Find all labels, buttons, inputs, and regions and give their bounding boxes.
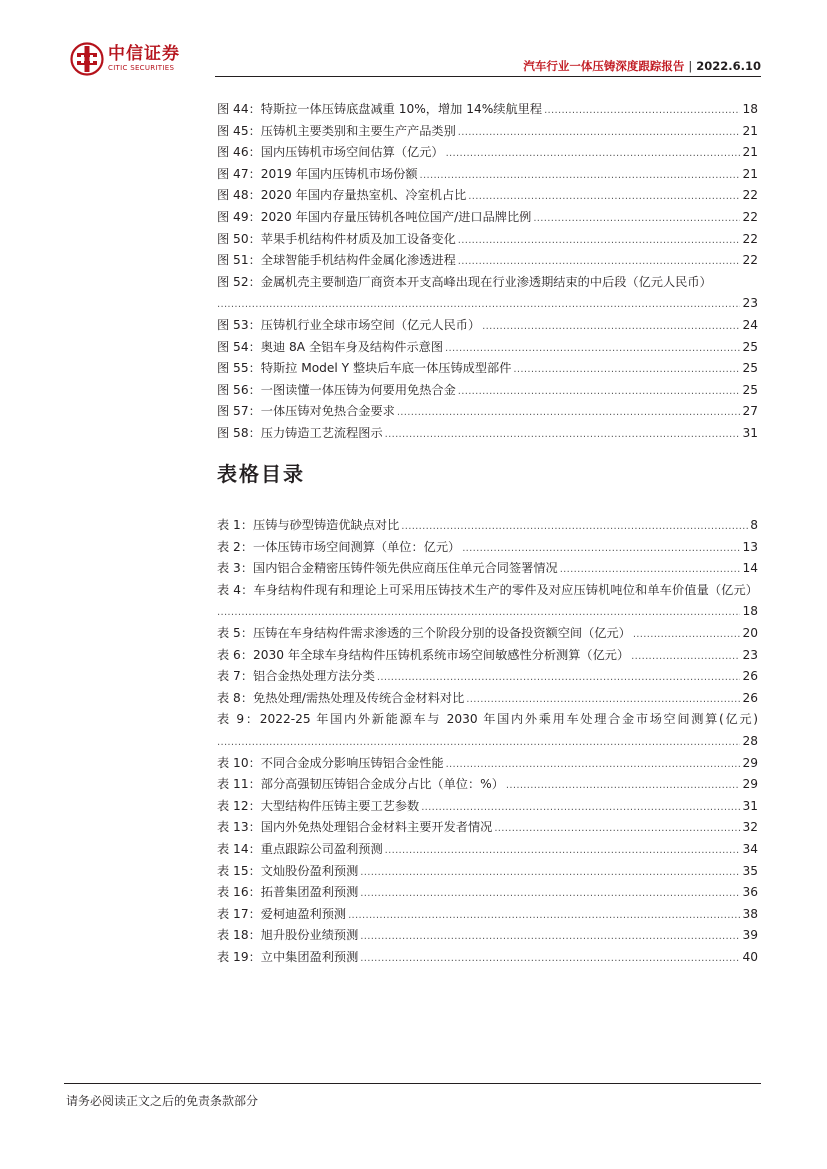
toc-entry[interactable] (217, 947, 758, 969)
dot-leader (385, 840, 741, 862)
toc-entry-page[interactable]: 22 (742, 209, 758, 224)
toc-entry[interactable] (217, 558, 758, 580)
dot-leader (385, 424, 741, 446)
toc-entry[interactable] (217, 423, 758, 445)
toc-entry-label: 表 11：部分高强韧压铸铝合金成分占比（单位：%） (217, 777, 504, 792)
dot-leader (468, 186, 740, 208)
table-list (217, 515, 758, 968)
toc-entry-label: 表 9：2022-25 年国内外新能源车与 2030 年国内外乘用车处理合金市场空间测算(亿元) (217, 712, 758, 727)
footer-disclaimer: 请务必阅读正文之后的免责条款部分 (66, 1094, 259, 1108)
dot-leader (533, 208, 740, 230)
toc-entry-page[interactable]: 8 (750, 518, 758, 532)
dot-leader (446, 143, 741, 165)
toc-entry-label: 表 14：重点跟踪公司盈利预测 (217, 841, 383, 856)
toc-entry-page[interactable]: 28 (742, 733, 758, 748)
toc-entry-page[interactable]: 31 (742, 798, 758, 813)
logo-chinese-name: 中信证券 (108, 44, 180, 64)
toc-entry-label: 图 46：国内压铸机市场空间估算（亿元） (217, 145, 444, 160)
toc-entry-page[interactable]: 18 (742, 604, 758, 619)
toc-entry[interactable] (217, 537, 758, 559)
toc-entry[interactable] (217, 164, 758, 186)
dot-leader (446, 754, 741, 776)
dot-leader (348, 905, 740, 927)
toc-entry[interactable] (217, 774, 758, 796)
toc-entry-label: 表 15：文灿股份盈利预测 (217, 863, 359, 878)
toc-entry[interactable] (217, 229, 758, 251)
toc-entry-label: 表 12：大型结构件压铸主要工艺参数 (217, 798, 420, 813)
dot-leader (217, 294, 740, 316)
figure-list (217, 99, 758, 445)
toc-entry-label: 表 2：一体压铸市场空间测算（单位：亿元） (217, 539, 461, 554)
toc-entry-page[interactable]: 18 (742, 102, 758, 116)
dot-leader (466, 689, 740, 711)
toc-entry-leader (217, 601, 758, 623)
dot-leader (458, 381, 741, 403)
toc-entry-page[interactable]: 39 (742, 928, 758, 943)
toc-entry-page[interactable]: 14 (742, 561, 758, 576)
toc-entry[interactable] (217, 515, 758, 537)
toc-entry-label: 表 19：立中集团盈利预测 (217, 949, 359, 964)
citic-logo-icon (70, 42, 104, 76)
citic-securities-logo (70, 42, 180, 76)
toc-entry[interactable] (217, 250, 758, 272)
toc-entry-label: 图 53：压铸机行业全球市场空间（亿元人民币） (217, 317, 481, 332)
toc-entry[interactable] (217, 645, 758, 667)
dot-leader (458, 122, 741, 144)
toc-entry-page[interactable]: 31 (742, 425, 758, 440)
dot-leader (421, 797, 740, 819)
dot-leader (513, 359, 740, 381)
header-separator: | (688, 59, 693, 73)
toc-entry-page[interactable]: 29 (742, 777, 758, 792)
toc-entry-label: 图 51：全球智能手机结构件金属化渗透进程 (217, 253, 456, 268)
report-title: 汽车行业一体压铸深度跟踪报告 (523, 59, 685, 73)
toc-entry-label: 表 5：压铸在车身结构件需求渗透的三个阶段分别的设备投资额空间（亿元） (217, 625, 631, 640)
toc-entry[interactable] (217, 839, 758, 861)
toc-entry-label: 表 8：免热处理/需热处理及传统合金材料对比 (217, 690, 465, 705)
toc-entry-label: 图 54：奥迪 8A 全铝车身及结构件示意图 (217, 339, 444, 354)
toc-entry[interactable] (217, 185, 758, 207)
dot-leader (420, 165, 741, 187)
dot-leader (494, 818, 740, 840)
toc-entry-page[interactable]: 22 (742, 253, 758, 268)
dot-leader (217, 732, 740, 754)
toc-entry[interactable] (217, 709, 758, 731)
toc-entry-label: 表 13：国内外免热处理铝合金材料主要开发者情况 (217, 820, 493, 835)
toc-entry-label: 表 16：拓普集团盈利预测 (217, 885, 359, 900)
toc-entry-label: 图 55：特斯拉 Model Y 整块后车底一体压铸成型部件 (217, 361, 512, 376)
toc-entry[interactable] (217, 580, 758, 602)
toc-entry[interactable] (217, 337, 758, 359)
toc-entry[interactable] (217, 753, 758, 775)
dot-leader (377, 667, 741, 689)
dot-leader (217, 602, 740, 624)
toc-entry-label: 表 17：爱柯迪盈利预测 (217, 906, 347, 921)
toc-entry-page[interactable]: 22 (742, 188, 758, 203)
dot-leader (631, 646, 740, 668)
toc-entry-leader (217, 731, 758, 753)
dot-leader (544, 100, 740, 122)
dot-leader (458, 230, 741, 252)
toc-entry[interactable] (217, 380, 758, 402)
toc-entry[interactable] (217, 121, 758, 143)
dot-leader (445, 338, 740, 360)
toc-entry-label: 表 10：不同合金成分影响压铸铝合金性能 (217, 755, 444, 770)
toc-entry-page[interactable]: 21 (742, 145, 758, 160)
toc-entry-page[interactable]: 34 (742, 841, 758, 856)
toc-entry-label: 表 18：旭升股份业绩预测 (217, 928, 359, 943)
toc-entry-page[interactable]: 40 (742, 949, 758, 964)
toc-entry-label: 图 44：特斯拉一体压铸底盘减重 10%，增加 14%续航里程 (217, 102, 543, 116)
toc-entry[interactable] (217, 272, 758, 294)
dot-leader (397, 402, 741, 424)
toc-entry-page[interactable]: 35 (742, 863, 758, 878)
toc-entry[interactable] (217, 796, 758, 818)
toc-entry-label: 图 49：2020 年国内存量压铸机各吨位国产/进口品牌比例 (217, 209, 532, 224)
toc-entry-label: 图 47：2019 年国内压铸机市场份额 (217, 166, 418, 181)
running-header (523, 58, 761, 74)
toc-entry-page[interactable]: 13 (742, 539, 758, 554)
footer-divider (64, 1083, 761, 1084)
toc-entry-label: 图 58：压力铸造工艺流程图示 (217, 425, 383, 440)
toc-entry-page[interactable]: 25 (742, 361, 758, 376)
toc-entry-page[interactable]: 21 (742, 166, 758, 181)
tables-section-title: 表格目录 (217, 462, 305, 486)
toc-entry[interactable] (217, 358, 758, 380)
dot-leader (506, 775, 741, 797)
dot-leader (462, 538, 740, 560)
dot-leader (458, 251, 741, 273)
toc-entry-label: 图 45：压铸机主要类别和主要生产产品类别 (217, 123, 456, 138)
toc-entry-page[interactable]: 29 (742, 755, 758, 770)
toc-entry-label: 图 50：苹果手机结构件材质及加工设备变化 (217, 231, 456, 246)
toc-entry-page[interactable]: 27 (742, 404, 758, 419)
toc-entry[interactable] (217, 207, 758, 229)
toc-entry-label: 图 57：一体压铸对免热合金要求 (217, 404, 395, 419)
toc-entry[interactable] (217, 861, 758, 883)
toc-entry-label: 表 4：车身结构件现有和理论上可采用压铸技术生产的零件及对应压铸机吨位和单车价值量（亿元） (217, 582, 758, 597)
toc-entry[interactable] (217, 882, 758, 904)
toc-entry-page[interactable]: 22 (742, 231, 758, 246)
toc-entry-page[interactable]: 26 (742, 690, 758, 705)
dot-leader (633, 624, 741, 646)
toc-entry[interactable] (217, 99, 758, 121)
dot-leader (360, 883, 740, 905)
toc-entry-page[interactable]: 24 (742, 317, 758, 332)
dot-leader (401, 516, 748, 538)
toc-entry-page[interactable]: 21 (742, 123, 758, 138)
toc-entry[interactable] (217, 401, 758, 423)
toc-entry-page[interactable]: 20 (742, 625, 758, 640)
dot-leader (482, 316, 740, 338)
toc-entry[interactable] (217, 315, 758, 337)
toc-entry-page[interactable]: 36 (742, 885, 758, 900)
toc-entry-page[interactable]: 32 (742, 820, 758, 835)
toc-entry-label: 表 6：2030 年全球车身结构件压铸机系统市场空间敏感性分析测算（亿元） (217, 647, 630, 662)
toc-entry[interactable] (217, 142, 758, 164)
toc-entry-leader (217, 293, 758, 315)
dot-leader (360, 926, 740, 948)
toc-entry-page[interactable]: 23 (742, 647, 758, 662)
dot-leader (360, 948, 740, 970)
toc-entry[interactable] (217, 925, 758, 947)
report-date: 2022.6.10 (696, 59, 761, 73)
toc-entry-page[interactable]: 25 (742, 382, 758, 397)
toc-entry-label: 表 3：国内铝合金精密压铸件领先供应商压住单元合同签署情况 (217, 561, 558, 576)
toc-entry-label: 图 52：金属机壳主要制造厂商资本开支高峰出现在行业渗透期结束的中后段（亿元人民币） (217, 274, 712, 289)
toc-entry-page[interactable]: 23 (742, 296, 758, 311)
toc-entry-page[interactable]: 25 (742, 339, 758, 354)
toc-entry[interactable] (217, 817, 758, 839)
logo-english-name: CITIC SECURITIES (108, 64, 175, 72)
toc-entry[interactable] (217, 623, 758, 645)
toc-entry-page[interactable]: 26 (742, 669, 758, 684)
toc-entry-label: 图 48：2020 年国内存量热室机、冷室机占比 (217, 188, 467, 203)
dot-leader (560, 559, 741, 581)
toc-entry-label: 表 1：压铸与砂型铸造优缺点对比 (217, 518, 400, 532)
toc-entry[interactable] (217, 688, 758, 710)
toc-entry-page[interactable]: 38 (742, 906, 758, 921)
dot-leader (360, 862, 740, 884)
toc-entry-label: 图 56：一图读懂一体压铸为何要用免热合金 (217, 382, 456, 397)
toc-entry[interactable] (217, 666, 758, 688)
toc-entry[interactable] (217, 904, 758, 926)
toc-entry-label: 表 7：铝合金热处理方法分类 (217, 669, 375, 684)
header-divider (215, 76, 761, 77)
